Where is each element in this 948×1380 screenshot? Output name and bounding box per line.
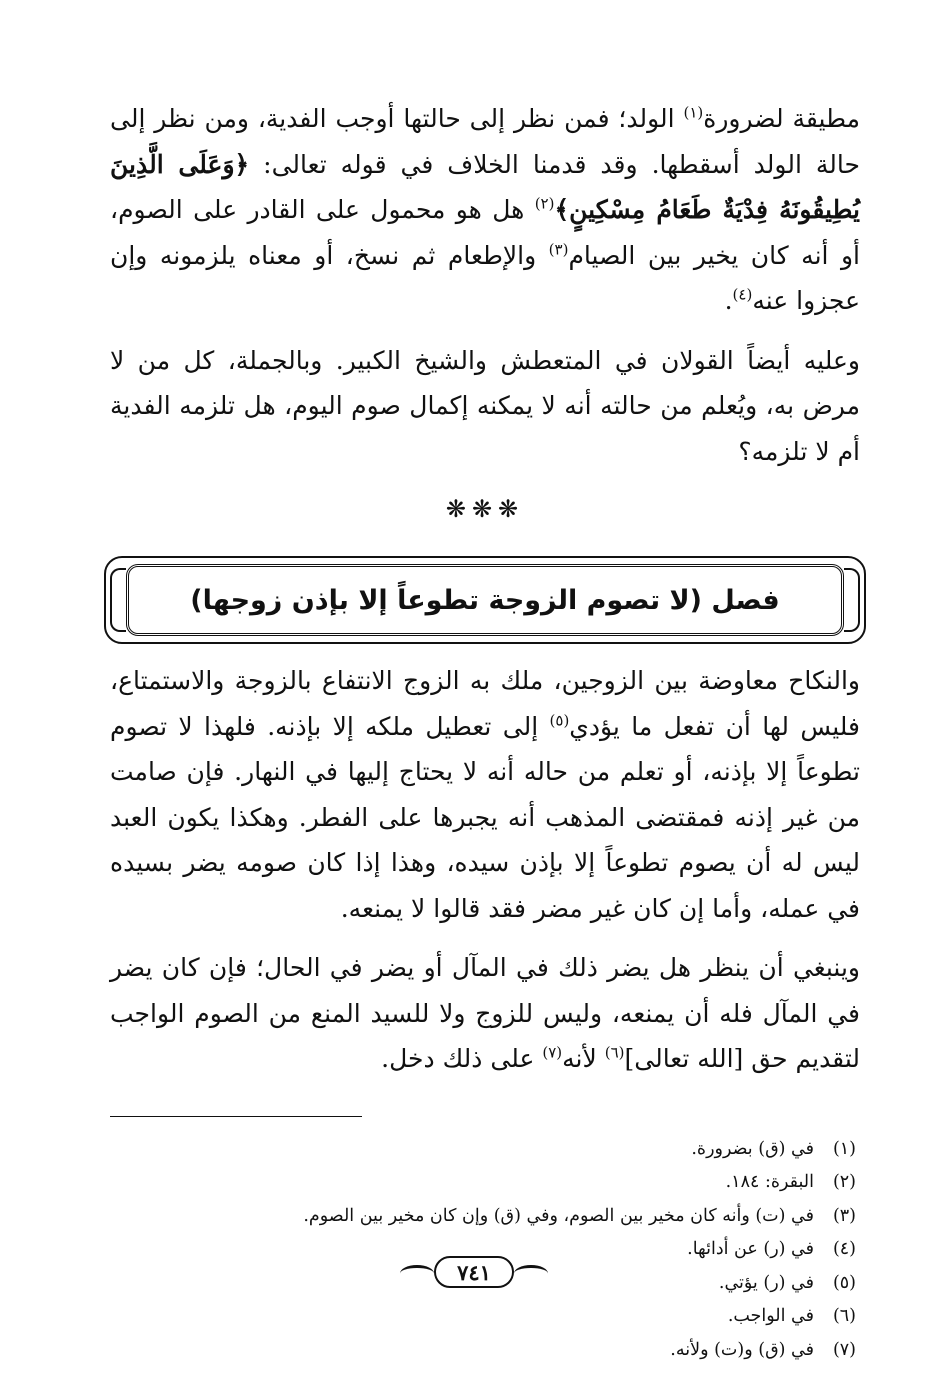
text-run: هل هو محمول على القادر على الصوم، أو أنه كان يخير بين الصيام [110,195,860,270]
footnote-text: في (ق) بضرورة. [691,1138,814,1159]
footnote-text: في الواجب. [727,1306,814,1326]
paragraph-1 [110,96,860,324]
text-run: . [724,286,733,315]
footnote-item [110,1200,856,1234]
footnote-ref-5[interactable]: (٥) [549,711,570,730]
page-number: ٧٤١ [457,1259,491,1285]
section-title-frame [104,556,866,644]
footnote-text: البقرة: ١٨٤. [725,1172,814,1192]
paragraph-4 [110,945,860,1082]
text-run: لأنه [562,1044,605,1073]
footnote-ref-7[interactable]: (٧) [542,1043,563,1062]
footnote-item [110,1166,856,1200]
footnote-ref-3[interactable]: (٣) [548,240,569,259]
page-number-ornament [0,1252,948,1292]
text-run: والإطعام ثم نسخ، أو معناه يلزمونه وإن عجزوا عنه [110,240,860,315]
footnote-text: في (ق) و(ت) ولأنه. [670,1339,814,1360]
footnote-number: (٦) [832,1306,856,1326]
footnote-ref-6[interactable]: (٦) [604,1043,625,1062]
ornament-curl-right-icon [514,1265,548,1282]
footnote-number: (١) [832,1138,856,1159]
footnote-number: (٣) [832,1205,856,1226]
footnote-number: (٧) [832,1339,856,1360]
text-run: مطيقة لضرورة [703,104,860,133]
footnote-ref-4[interactable]: (٤) [732,285,753,304]
text-run: إلى تعطيل ملكه إلا بإذنه. فلهذا لا تصوم تطوعاً إلا بإذنه، أو تعلم من حاله أنه لا يحتاج إليها في النهار. فإن صامت من غير إذنه فمقتضى المذهب أنه يجبرها على الفطر. وهكذا يكون العبد ليس له أن يصوم تطوعاً إلا بإذن سيده، وهذا إذا كان صومه يضر بسيده في عمله، وأما إن كان غير مضر فقد قالوا لا يمنعه. [110,711,860,923]
footnote-item [110,1133,856,1167]
footnote-number: (٢) [832,1172,856,1192]
paragraph-2: وعليه أيضاً القولان في المتعطش والشيخ الكبير. وبالجملة، كل من لا مرض به، ويُعلم من حالته أنه لا يمكنه إكمال صوم اليوم، هل تلزمه الفدية أم لا تلزمه؟ [110,345,860,466]
footnote-ref-1[interactable]: (١) [683,103,704,122]
section-title: فصل (لا تصوم الزوجة تطوعاً إلا بإذن زوجها) [190,584,780,616]
footnote-number: (٤) [832,1239,856,1259]
page-body [110,96,860,1367]
footnote-item [110,1334,856,1368]
footnote-item [110,1300,856,1334]
text-run: وينبغي أن ينظر هل يضر ذلك في المآل أو يضر في الحال؛ فإن كان يضر في المآل فله أن يمنعه، وليس للزوج ولا للسيد المنع من الصوم الواجب لتقديم حق [الله تعالى] [110,953,860,1073]
footnotes-list [110,1133,856,1368]
footnote-text: في (ر) عن أدائها. [687,1239,814,1259]
paragraph-3 [110,658,860,931]
footnote-ref-2[interactable]: (٢) [534,194,555,213]
section-separator-stars: ❋❋❋ [445,495,525,523]
footnote-text: في (ت) وأنه كان مخير بين الصوم، وفي (ق) وإن كان مخير بين الصوم. [303,1205,814,1226]
footnote-number: (٥) [832,1272,856,1293]
text-run: الولد؛ فمن نظر إلى حالتها أوجب الفدية، ومن نظر إلى حالة الولد أسقطها. وقد قدمنا الخلاف في قوله تعالى: [110,104,860,179]
footnote-text: في (ر) يؤتي. [718,1272,814,1293]
footnote-separator-rule [110,1116,362,1117]
page-number-frame [394,1252,554,1292]
text-run: والنكاح معاوضة بين الزوجين، ملك به الزوج الانتفاع بالزوجة والاستمتاع، فليس لها أن تفعل ما يؤدي [110,666,860,741]
quran-verse: ﴿وَعَلَى الَّذِينَ يُطِيقُونَهُ فِدْيَةٌ طَعَامُ مِسْكِينٍ﴾ [110,149,860,224]
text-run: على ذلك دخل. [381,1044,543,1073]
ornament-curl-left-icon [400,1265,434,1282]
